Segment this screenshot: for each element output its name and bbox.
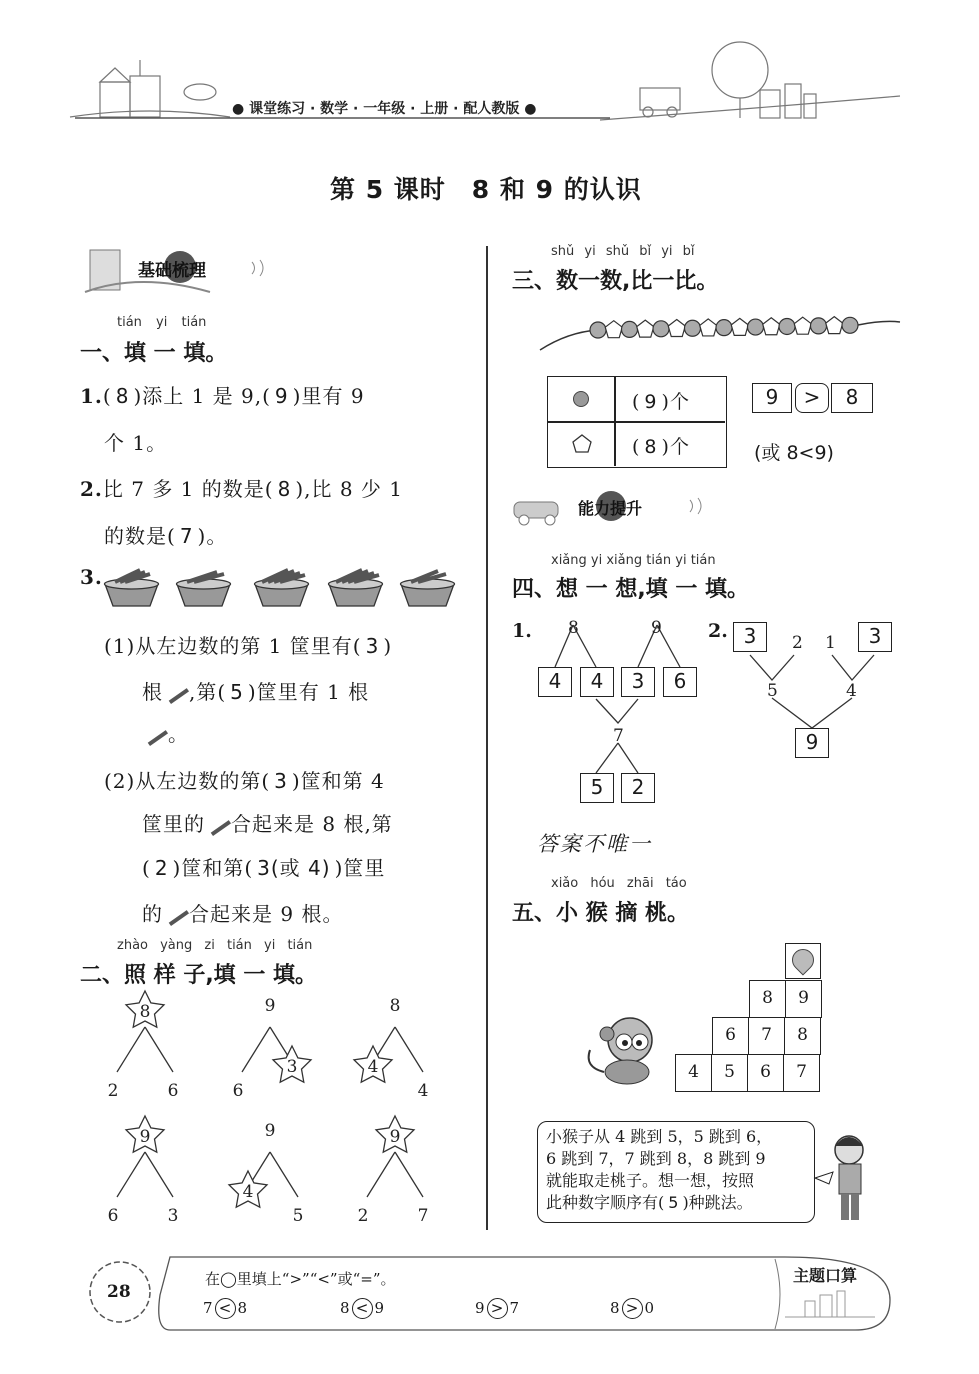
bond-right: 4 [417,1081,429,1101]
count-circle: ( 9 )个 [632,391,690,413]
p1-box-6: 2 [621,773,655,803]
p2-box-3: 9 [795,728,829,758]
s1-q2-line1: 2.比 7 多 1 的数是( 8 ),比 8 少 1 [80,477,403,501]
series-label: ● 课堂练习 · 数学 · 一年级 · 上册 · 配人教版 ● [232,101,537,117]
bond-line [395,1152,423,1197]
bead-pentagon [637,320,654,337]
s4-p1-label: 1. [512,620,532,642]
bead-circle [811,318,827,334]
bond-left: 6 [232,1081,244,1101]
bond-right: 6 [167,1081,179,1101]
compare-right: 0 [644,1299,655,1317]
stair-cell: 8 [784,1017,821,1055]
s1-pinyin: tián yi tián [117,315,207,330]
bead-pentagon [605,321,622,338]
s1-q3-p2-line4: 的 合起来是 9 根。 [142,902,344,926]
carrot-icon [205,812,231,836]
p1-box-5: 5 [580,773,614,803]
bond-line [367,1152,395,1197]
peach-icon [787,944,818,975]
bond-top: 8 [389,996,401,1016]
count-pentagon: ( 8 )个 [632,436,690,458]
s1-q3-p2-line2: 筐里的 合起来是 8 根,第 [142,812,393,836]
bond-line [145,1152,173,1197]
compare-left: 8 [340,1299,350,1317]
compare-circle: > [622,1298,643,1319]
bond-line [242,1027,270,1072]
p2-m1: 5 [767,681,778,701]
compare-right: 9 [374,1299,385,1317]
s4-title: 四、想 一 想,填 一 填。 [512,577,749,602]
bond-right: 3 [167,1206,179,1226]
bond-right: 7 [417,1206,429,1226]
bubble-line-3: 就能取走桃子。想一想，按照 [546,1171,755,1190]
p1-box-2: 4 [580,667,614,697]
bond-top: 9 [264,1121,276,1141]
bond-left: 2 [357,1206,369,1226]
s4-note: 答案不唯一 [537,832,652,856]
s5-pinyin: xiǎo hóu zhāi táo [551,876,687,891]
speech-bubble [537,1121,815,1223]
carrot-icon [163,680,189,704]
bond-left: 2 [107,1081,119,1101]
compare-left: 9 [475,1299,485,1317]
answer: 5 [668,1193,679,1212]
bead-pentagon [700,319,717,336]
bond-top: 9 [264,996,276,1016]
s1-q3-p1-line2: 根 ,第( 5 )筐里有 1 根 [142,680,370,704]
footer-instruction: 在◯里填上“>”“<”或“=”。 [205,1270,396,1288]
bond-top: 9 [389,1127,401,1147]
answer: 8 [115,384,130,408]
p1-top-b: 9 [651,618,662,638]
s1-q3-p2-line1: (2)从左边数的第( 3 )筐和第 4 [104,769,385,793]
p2-box-1: 3 [733,622,767,652]
p1-box-1: 4 [538,667,572,697]
s4-p2-label: 2. [708,620,728,642]
puzzle-1-lines [530,615,710,795]
s2-title: 二、照 样 子,填 一 填。 [80,963,317,988]
peach-box [785,943,821,979]
stair-cell: 9 [785,980,822,1018]
stair-cell: 7 [783,1054,820,1092]
bead-circle [716,320,732,336]
s1-q3-num: 3. [80,565,103,589]
bond-right: 3 [286,1057,298,1077]
s1-q1-line2: 个 1。 [104,431,168,455]
answer: 8 [644,436,658,458]
answer: 9 [644,391,658,413]
bond-line [395,1027,423,1072]
p1-top-a: 8 [568,618,579,638]
bubble-line-4: 此种数字顺序有( 5 )种跳法。 [546,1193,753,1212]
answer: 3 [365,634,380,658]
page-title: 第 5 课时 8 和 9 的认识 [330,175,642,204]
p2-n1: 2 [792,633,803,653]
stair-cell: 6 [747,1054,784,1092]
compare-left-box: 9 [752,383,792,413]
compare-circle: > [487,1298,508,1319]
p2-n2: 1 [825,633,836,653]
bond-line [145,1027,173,1072]
carrot-icon [163,902,189,926]
bead-circle [590,322,606,338]
compare-item [610,1298,654,1319]
answer: 5 [230,680,244,704]
s5-title: 五、小 猴 摘 桃。 [512,901,689,926]
bond-right: 5 [292,1206,304,1226]
compare-right: 8 [237,1299,248,1317]
s1-title: 一、填 一 填。 [80,341,228,366]
bond-line [117,1027,145,1072]
bead-pentagon [668,320,685,337]
s1-q2-line2: 的数是( 7 )。 [104,524,228,548]
s2-pinyin: zhào yàng zi tián yi tián [117,938,313,953]
circle-icon [573,391,589,407]
bond-left: 4 [367,1057,379,1077]
s1-q3-p1-line1: (1)从左边数的第 1 筐里有( 3 ) [104,634,393,658]
compare-alt: (或 8<9) [754,442,834,464]
boy-illustration [815,1128,875,1228]
stair-cell: 6 [712,1017,749,1055]
header-decoration [0,0,979,140]
bond-line [270,1152,298,1197]
bead-circle [685,320,701,336]
bond-top: 9 [139,1127,151,1147]
bead-pentagon [794,317,811,334]
compare-circle: < [215,1298,236,1319]
compare-circle: < [352,1298,373,1319]
answer: 3(或 4) [257,856,331,880]
compare-op-box: > [795,383,829,413]
number-bond-trees [90,995,490,1235]
baskets-illustration [100,562,460,612]
ability-badge: 能力提升 [578,499,643,518]
s3-pinyin: shǔ yi shǔ bǐ yi bǐ [551,244,695,259]
s1-q3-p1-line3: 。 [142,718,189,747]
answer: 9 [274,384,289,408]
compare-left: 7 [203,1299,213,1317]
footer-badge: 主题口算 [793,1266,858,1285]
bond-line [117,1152,145,1197]
bond-left: 4 [242,1182,254,1202]
stair-cell: 7 [748,1017,785,1055]
bead-pentagon [731,318,748,335]
bead-pentagon [763,318,780,335]
bead-circle [779,318,795,334]
bead-circle [748,319,764,335]
bond-top: 8 [139,1002,151,1022]
monkey-illustration [582,1012,672,1092]
s4-pinyin: xiǎng yi xiǎng tián yi tián [551,553,716,568]
compare-item [340,1298,384,1319]
bead-string [538,310,908,360]
compare-item [203,1298,247,1319]
footer-frame [85,1245,905,1345]
stair-cell: 4 [675,1054,712,1092]
s3-title: 三、数一数,比一比。 [512,269,719,294]
compare-item [475,1298,519,1319]
p1-mid: 7 [613,726,624,746]
carrot-icon [142,722,168,746]
stair-cell: 8 [749,980,786,1018]
bond-left: 6 [107,1206,119,1226]
bead-circle [842,317,858,333]
bubble-line-2: 6 跳到 7，7 跳到 8，8 跳到 9 [546,1149,766,1168]
answer: 2 [154,856,169,880]
compare-right-box: 8 [831,383,873,413]
p1-box-4: 6 [663,667,697,697]
bead-circle [653,321,669,337]
p2-m2: 4 [846,681,857,701]
s1-q1-line1: 1.( 8 )添上 1 是 9,( 9 )里有 9 [80,384,365,408]
compare-left: 8 [610,1299,620,1317]
answer: 8 [277,477,292,501]
compare-right: 7 [509,1299,520,1317]
bubble-line-1: 小猴子从 4 跳到 5，5 跳到 6， [546,1127,773,1146]
stair-cell: 5 [711,1054,748,1092]
answer: 7 [179,524,194,548]
pentagon-icon [572,434,592,454]
p2-box-2: 3 [858,622,892,652]
bead-circle [622,321,638,337]
basic-badge: 基础梳理 [138,261,206,281]
answer: 3 [274,769,288,793]
s1-q3-p2-line3: ( 2 )筐和第( 3(或 4) )筐里 [142,856,386,880]
bead-pentagon [826,317,843,334]
p1-box-3: 3 [621,667,655,697]
count-table [547,376,727,468]
page-number: 28 [107,1282,131,1302]
